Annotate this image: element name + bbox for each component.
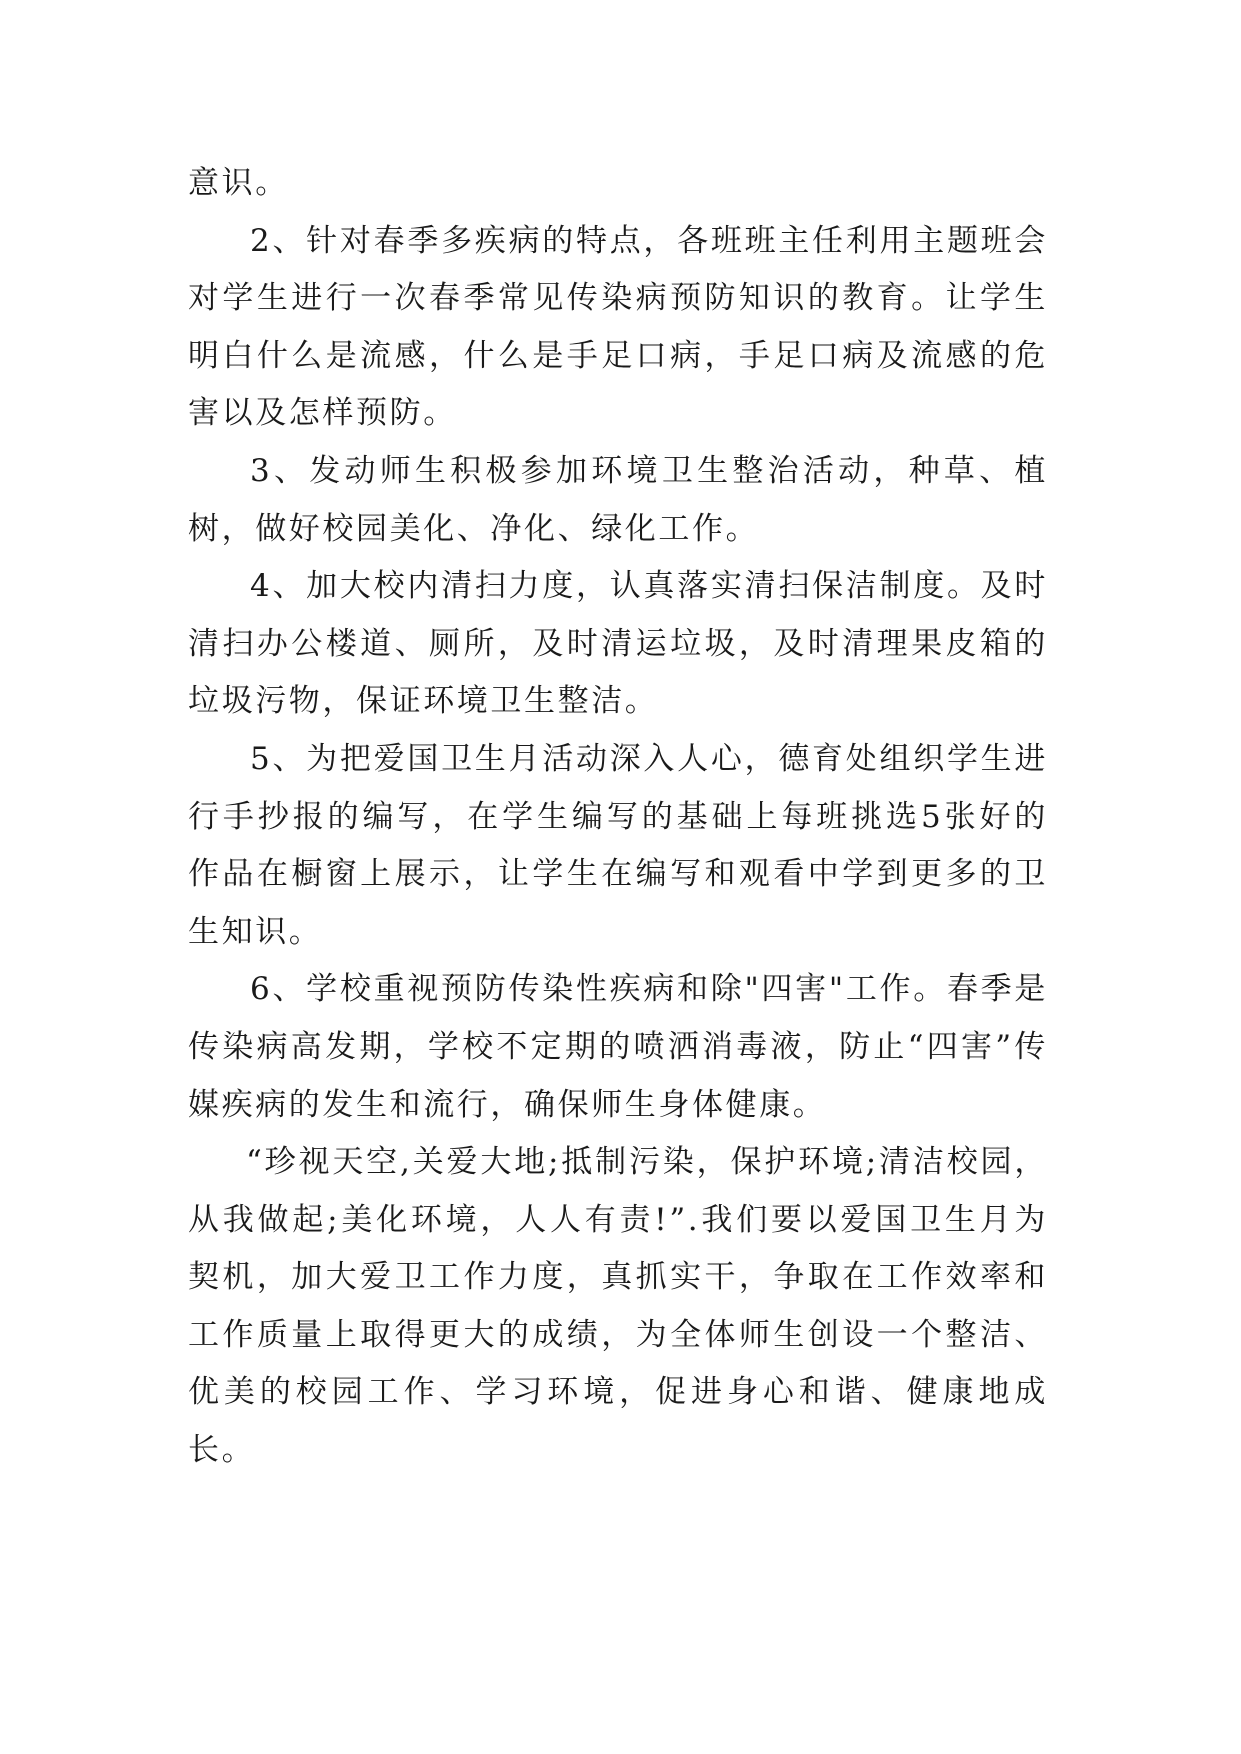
paragraph-continuation: 意识。	[188, 165, 289, 201]
paragraph-item-4: 4、加大校内清扫力度，认真落实清扫保洁制度。及时清扫办公楼道、厕所，及时清运垃圾，及时清理果皮箱的垃圾污物，保证环境卫生整洁。	[188, 568, 1048, 720]
paragraph-item-2: 2、针对春季多疾病的特点，各班班主任利用主题班会对学生进行一次春季常见传染病预防知识的教育。让学生明白什么是流感，什么是手足口病，手足口病及流感的危害以及怎样预防。	[188, 222, 1048, 432]
paragraph-closing-slogan: “珍视天空,关爱大地;抵制污染，保护环境;清洁校园，从我做起;美化环境，人人有责!”.我们要以爱国卫生月为契机，加大爱卫工作力度，真抓实干，争取在工作效率和工作质量上取得更大的成绩，为全体师生创设一个整洁、优美的校园工作、学习环境，促进身心和谐、健康地成长。	[188, 1144, 1048, 1469]
paragraph-item-5: 5、为把爱国卫生月活动深入人心，德育处组织学生进行手抄报的编写，在学生编写的基础上每班挑选5张好的作品在橱窗上展示，让学生在编写和观看中学到更多的卫生知识。	[188, 740, 1048, 950]
document-body	[188, 155, 1048, 1480]
paragraph-item-6: 6、学校重视预防传染性疾病和除"四害"工作。春季是传染病高发期，学校不定期的喷洒消毒液，防止“四害”传媒疾病的发生和流行，确保师生身体健康。	[188, 971, 1048, 1123]
paragraph-item-3: 3、发动师生积极参加环境卫生整治活动，种草、植树，做好校园美化、净化、绿化工作。	[188, 452, 1048, 547]
